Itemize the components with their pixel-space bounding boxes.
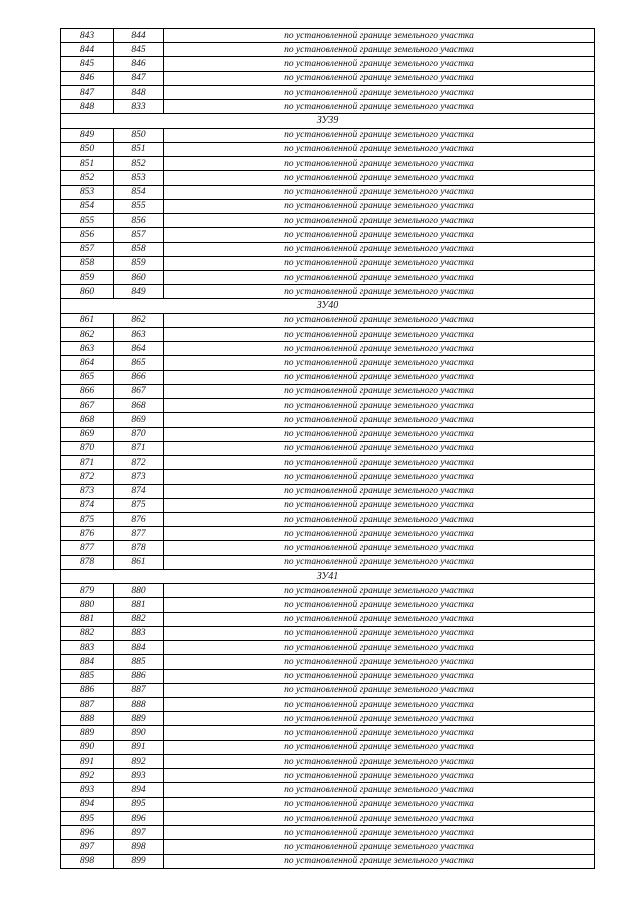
table-row [61, 598, 595, 612]
point-to: 846 [114, 57, 164, 71]
boundary-description: по установленной границе земельного участка [164, 57, 595, 71]
group-header-row [61, 569, 595, 583]
point-from: 873 [61, 484, 114, 498]
table-row [61, 584, 595, 598]
point-from: 883 [61, 641, 114, 655]
point-from: 876 [61, 527, 114, 541]
point-from: 853 [61, 185, 114, 199]
table-row [61, 356, 595, 370]
point-to: 862 [114, 313, 164, 327]
boundary-description: по установленной границе земельного участка [164, 327, 595, 341]
point-to: 856 [114, 214, 164, 228]
boundary-description: по установленной границе земельного участка [164, 85, 595, 99]
boundary-description: по установленной границе земельного участка [164, 399, 595, 413]
boundary-description: по установленной границе земельного участка [164, 342, 595, 356]
point-to: 849 [114, 285, 164, 299]
point-from: 875 [61, 512, 114, 526]
table-row [61, 427, 595, 441]
point-from: 872 [61, 470, 114, 484]
boundary-description: по установленной границе земельного участка [164, 100, 595, 114]
point-from: 866 [61, 384, 114, 398]
boundary-description: по установленной границе земельного участка [164, 441, 595, 455]
boundary-description: по установленной границе земельного участка [164, 498, 595, 512]
boundary-description: по установленной границе земельного участка [164, 811, 595, 825]
boundary-description: по установленной границе земельного участка [164, 370, 595, 384]
point-to: 867 [114, 384, 164, 398]
table-row [61, 612, 595, 626]
point-to: 850 [114, 128, 164, 142]
point-to: 898 [114, 840, 164, 854]
point-from: 868 [61, 413, 114, 427]
point-to: 833 [114, 100, 164, 114]
table-row [61, 541, 595, 555]
table-row [61, 555, 595, 569]
point-to: 857 [114, 228, 164, 242]
boundary-description: по установленной границе земельного участка [164, 541, 595, 555]
boundary-description: по установленной границе земельного участка [164, 527, 595, 541]
table-row [61, 441, 595, 455]
table-row [61, 171, 595, 185]
boundary-description: по установленной границе земельного участка [164, 655, 595, 669]
group-label: ЗУ39 [61, 114, 595, 128]
table-row [61, 641, 595, 655]
table-row [61, 726, 595, 740]
boundary-description: по установленной границе земельного участка [164, 456, 595, 470]
point-from: 869 [61, 427, 114, 441]
point-to: 888 [114, 698, 164, 712]
boundary-description: по установленной границе земельного участка [164, 427, 595, 441]
point-to: 884 [114, 641, 164, 655]
boundary-description: по установленной границе земельного участка [164, 712, 595, 726]
point-from: 863 [61, 342, 114, 356]
group-label: ЗУ40 [61, 299, 595, 313]
point-from: 858 [61, 256, 114, 270]
point-from: 850 [61, 142, 114, 156]
point-from: 855 [61, 214, 114, 228]
boundary-description: по установленной границе земельного участка [164, 285, 595, 299]
boundary-description: по установленной границе земельного участка [164, 242, 595, 256]
table-row [61, 456, 595, 470]
point-to: 882 [114, 612, 164, 626]
boundary-description: по установленной границе земельного участка [164, 29, 595, 43]
table-row [61, 214, 595, 228]
point-to: 885 [114, 655, 164, 669]
table-row [61, 157, 595, 171]
table-row [61, 826, 595, 840]
table-row [61, 256, 595, 270]
point-from: 881 [61, 612, 114, 626]
boundary-description: по установленной границе земельного участка [164, 669, 595, 683]
table-row [61, 413, 595, 427]
point-to: 883 [114, 626, 164, 640]
boundary-description: по установленной границе земельного участка [164, 754, 595, 768]
point-from: 887 [61, 698, 114, 712]
boundary-description: по установленной границе земельного участка [164, 171, 595, 185]
point-to: 865 [114, 356, 164, 370]
boundary-description: по установленной границе земельного участка [164, 185, 595, 199]
point-from: 852 [61, 171, 114, 185]
boundary-description: по установленной границе земельного участка [164, 598, 595, 612]
point-to: 870 [114, 427, 164, 441]
boundary-description: по установленной границе земельного участка [164, 214, 595, 228]
point-to: 894 [114, 783, 164, 797]
point-to: 864 [114, 342, 164, 356]
point-from: 865 [61, 370, 114, 384]
boundary-description: по установленной границе земельного участка [164, 683, 595, 697]
point-to: 853 [114, 171, 164, 185]
boundary-description: по установленной границе земельного участка [164, 854, 595, 868]
point-to: 873 [114, 470, 164, 484]
table-row [61, 228, 595, 242]
point-from: 874 [61, 498, 114, 512]
point-from: 862 [61, 327, 114, 341]
boundary-table-body [61, 29, 595, 869]
boundary-description: по установленной границе земельного участка [164, 797, 595, 811]
point-from: 884 [61, 655, 114, 669]
table-row [61, 29, 595, 43]
point-to: 876 [114, 512, 164, 526]
table-row [61, 342, 595, 356]
point-to: 848 [114, 85, 164, 99]
point-to: 859 [114, 256, 164, 270]
table-row [61, 669, 595, 683]
table-row [61, 100, 595, 114]
point-from: 893 [61, 783, 114, 797]
table-row [61, 683, 595, 697]
point-to: 886 [114, 669, 164, 683]
table-row [61, 85, 595, 99]
point-to: 878 [114, 541, 164, 555]
point-from: 851 [61, 157, 114, 171]
point-to: 890 [114, 726, 164, 740]
point-to: 877 [114, 527, 164, 541]
boundary-description: по установленной границе земельного участка [164, 698, 595, 712]
point-to: 893 [114, 769, 164, 783]
table-row [61, 142, 595, 156]
table-row [61, 840, 595, 854]
table-row [61, 626, 595, 640]
table-row [61, 698, 595, 712]
boundary-description: по установленной границе земельного участка [164, 470, 595, 484]
point-to: 872 [114, 456, 164, 470]
boundary-description: по установленной границе земельного участка [164, 199, 595, 213]
point-to: 858 [114, 242, 164, 256]
point-to: 863 [114, 327, 164, 341]
boundary-description: по установленной границе земельного участка [164, 71, 595, 85]
point-from: 878 [61, 555, 114, 569]
point-to: 889 [114, 712, 164, 726]
boundary-description: по установленной границе земельного участка [164, 384, 595, 398]
group-label: ЗУ41 [61, 569, 595, 583]
table-row [61, 527, 595, 541]
point-from: 879 [61, 584, 114, 598]
table-row [61, 285, 595, 299]
point-from: 864 [61, 356, 114, 370]
point-from: 877 [61, 541, 114, 555]
table-row [61, 512, 595, 526]
boundary-description: по установленной границе земельного участка [164, 413, 595, 427]
table-row [61, 797, 595, 811]
boundary-description: по установленной границе земельного участка [164, 157, 595, 171]
table-row [61, 327, 595, 341]
table-row [61, 399, 595, 413]
table-row [61, 740, 595, 754]
table-row [61, 783, 595, 797]
point-from: 890 [61, 740, 114, 754]
point-from: 885 [61, 669, 114, 683]
point-from: 888 [61, 712, 114, 726]
point-to: 891 [114, 740, 164, 754]
point-from: 847 [61, 85, 114, 99]
boundary-description: по установленной границе земельного участка [164, 484, 595, 498]
point-from: 880 [61, 598, 114, 612]
table-row [61, 655, 595, 669]
point-to: 854 [114, 185, 164, 199]
point-to: 899 [114, 854, 164, 868]
point-from: 870 [61, 441, 114, 455]
table-row [61, 811, 595, 825]
point-to: 868 [114, 399, 164, 413]
table-row [61, 71, 595, 85]
table-row [61, 128, 595, 142]
point-from: 861 [61, 313, 114, 327]
boundary-description: по установленной границе земельного участка [164, 769, 595, 783]
point-to: 866 [114, 370, 164, 384]
boundary-description: по установленной границе земельного участка [164, 726, 595, 740]
boundary-description: по установленной границе земельного участка [164, 43, 595, 57]
point-from: 889 [61, 726, 114, 740]
point-to: 892 [114, 754, 164, 768]
table-row [61, 43, 595, 57]
point-to: 897 [114, 826, 164, 840]
table-row [61, 270, 595, 284]
point-to: 844 [114, 29, 164, 43]
point-from: 860 [61, 285, 114, 299]
point-to: 874 [114, 484, 164, 498]
point-from: 895 [61, 811, 114, 825]
point-from: 891 [61, 754, 114, 768]
boundary-description: по установленной границе земельного участка [164, 840, 595, 854]
point-from: 886 [61, 683, 114, 697]
point-to: 869 [114, 413, 164, 427]
boundary-table [60, 28, 595, 869]
point-from: 882 [61, 626, 114, 640]
table-row [61, 199, 595, 213]
point-from: 843 [61, 29, 114, 43]
point-from: 848 [61, 100, 114, 114]
point-to: 860 [114, 270, 164, 284]
table-row [61, 484, 595, 498]
point-from: 897 [61, 840, 114, 854]
group-header-row [61, 299, 595, 313]
boundary-description: по установленной границе земельного участка [164, 641, 595, 655]
point-from: 898 [61, 854, 114, 868]
point-to: 847 [114, 71, 164, 85]
point-to: 852 [114, 157, 164, 171]
point-to: 861 [114, 555, 164, 569]
point-from: 849 [61, 128, 114, 142]
boundary-description: по установленной границе земельного участка [164, 555, 595, 569]
boundary-description: по установленной границе земельного участка [164, 783, 595, 797]
point-from: 845 [61, 57, 114, 71]
boundary-description: по установленной границе земельного участка [164, 313, 595, 327]
boundary-description: по установленной границе земельного участка [164, 356, 595, 370]
point-to: 881 [114, 598, 164, 612]
table-row [61, 712, 595, 726]
boundary-description: по установленной границе земельного участка [164, 128, 595, 142]
boundary-description: по установленной границе земельного участка [164, 256, 595, 270]
boundary-description: по установленной границе земельного участка [164, 740, 595, 754]
boundary-description: по установленной границе земельного участка [164, 826, 595, 840]
point-from: 892 [61, 769, 114, 783]
table-row [61, 854, 595, 868]
table-row [61, 754, 595, 768]
point-from: 844 [61, 43, 114, 57]
point-from: 867 [61, 399, 114, 413]
point-to: 875 [114, 498, 164, 512]
point-from: 856 [61, 228, 114, 242]
point-to: 895 [114, 797, 164, 811]
boundary-description: по установленной границе земельного участка [164, 626, 595, 640]
point-from: 894 [61, 797, 114, 811]
table-row [61, 470, 595, 484]
point-from: 871 [61, 456, 114, 470]
point-to: 896 [114, 811, 164, 825]
point-to: 871 [114, 441, 164, 455]
point-to: 845 [114, 43, 164, 57]
point-to: 851 [114, 142, 164, 156]
point-from: 859 [61, 270, 114, 284]
table-row [61, 498, 595, 512]
group-header-row [61, 114, 595, 128]
point-to: 887 [114, 683, 164, 697]
boundary-description: по установленной границе земельного участка [164, 270, 595, 284]
table-row [61, 185, 595, 199]
point-from: 854 [61, 199, 114, 213]
table-row [61, 313, 595, 327]
point-from: 896 [61, 826, 114, 840]
boundary-description: по установленной границе земельного участка [164, 512, 595, 526]
point-to: 880 [114, 584, 164, 598]
table-row [61, 370, 595, 384]
boundary-description: по установленной границе земельного участка [164, 612, 595, 626]
table-row [61, 769, 595, 783]
table-row [61, 242, 595, 256]
point-from: 857 [61, 242, 114, 256]
point-from: 846 [61, 71, 114, 85]
table-row [61, 57, 595, 71]
point-to: 855 [114, 199, 164, 213]
table-row [61, 384, 595, 398]
boundary-description: по установленной границе земельного участка [164, 228, 595, 242]
boundary-description: по установленной границе земельного участка [164, 584, 595, 598]
boundary-description: по установленной границе земельного участка [164, 142, 595, 156]
